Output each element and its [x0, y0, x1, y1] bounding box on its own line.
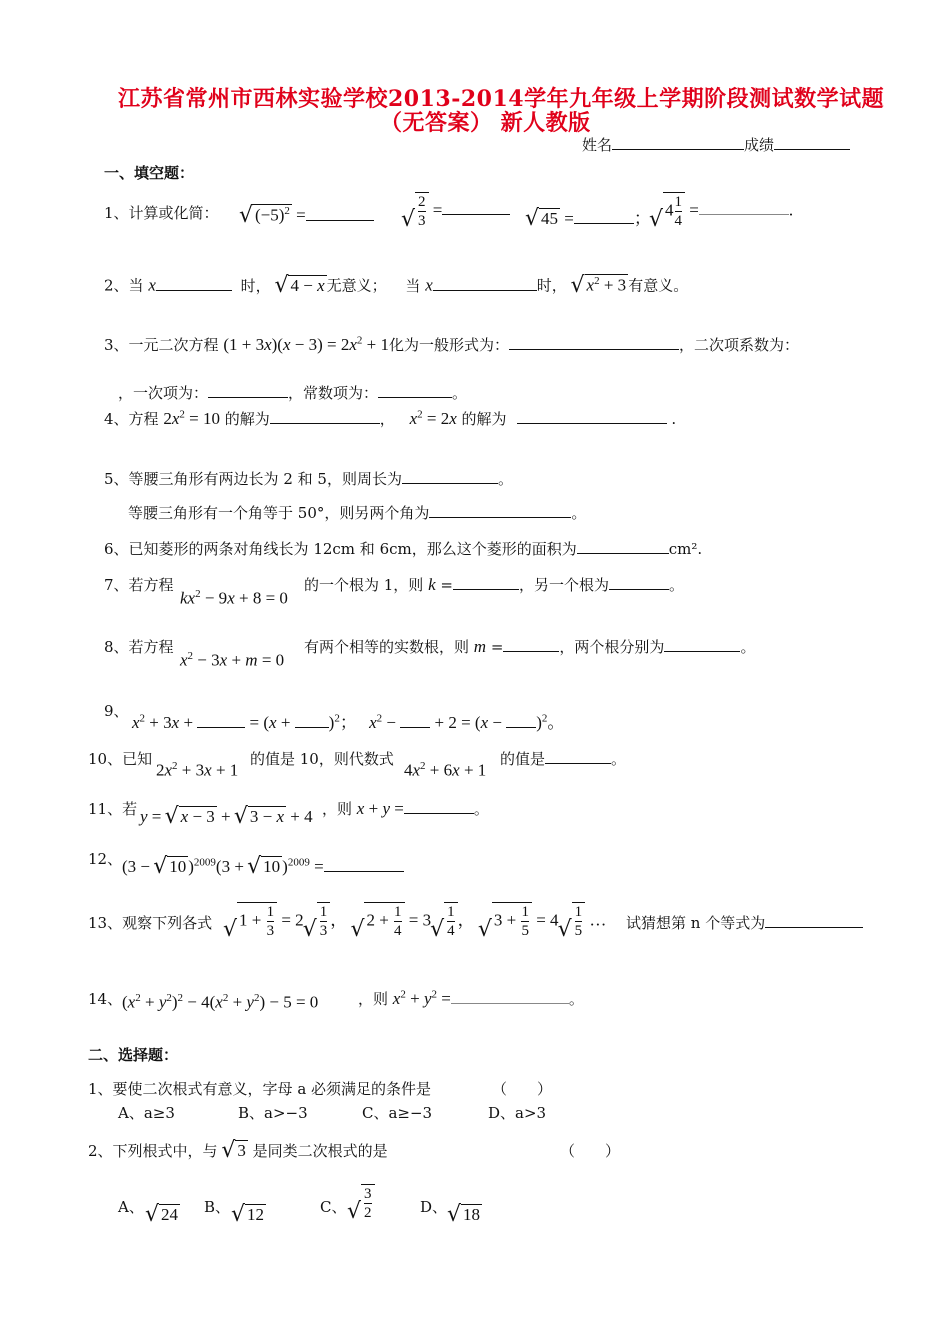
question-13-rest: 试猜想第 n 个等式为 — [626, 912, 863, 933]
q14-expr: $(x^2 + y^2)^2 - 4(x^2 + y^2) - 5 = 0$ — [122, 992, 319, 1012]
q1-expr-c: √ 45 = ； — [526, 204, 651, 229]
question-12: 12、 — [88, 850, 123, 868]
choice-1-option-b[interactable]: B、a>−3 — [238, 1104, 308, 1122]
choice-2-option-b[interactable]: B、 — [204, 1198, 231, 1216]
section-heading-multiple-choice: 二、选择题： — [88, 1046, 179, 1064]
question-7: 7、若方程 — [104, 576, 174, 594]
name-blank[interactable] — [612, 135, 744, 150]
choice-2-option-b-expr: √ 12 — [232, 1204, 266, 1225]
question-1 — [104, 202, 219, 223]
page-title: 江苏省常州市西林实验学校2013-2014学年九年级上学期阶段测试数学试题 — [118, 86, 885, 112]
q1-expr-d: √ 4 $\frac{1}{4}$ = . — [650, 192, 793, 230]
question-10: 10、已知 — [88, 750, 153, 768]
choice-1-option-a[interactable]: A、a≥3 — [118, 1104, 175, 1122]
choice-2-option-d-expr: √ 18 — [448, 1204, 482, 1225]
choice-1-option-d[interactable]: D、a>3 — [488, 1104, 547, 1122]
question-9: 9、 — [104, 702, 129, 720]
choice-question-2: 2、下列根式中，与 √ 3 是同类二次根式的是 — [88, 1140, 388, 1161]
question-8-rest: 有两个相等的实数根，则 m = ，两个根分别为 。 — [304, 637, 756, 656]
question-text: 计算或化简： — [128, 204, 219, 222]
q8-equation: $x^2 - 3x + m = 0$ — [180, 650, 285, 670]
q10-expr-b: $4x^2 + 6x + 1$ — [404, 760, 487, 780]
question-10-rest: 的值是 10，则代数式 — [250, 750, 394, 768]
question-4: 4、方程 $2x^2 = 10$ 的解为 ， $x^2 = 2x$ 的解为 . — [104, 408, 677, 428]
choice-2-option-c[interactable]: C、 — [320, 1198, 347, 1216]
question-14: 14、 — [88, 990, 123, 1008]
question-3: 3、一元二次方程 $(1 + 3x)(x - 3) = 2x^2 + 1$化为一般形式为： ，二次项系数为： — [104, 334, 800, 354]
choice-question-1-paren[interactable]: （ ） — [492, 1080, 553, 1098]
question-10-end: 的值是 。 — [500, 750, 627, 768]
q9-expr: $x^2 + 3x$ + = $(x + )^2$； $x^2$ − + $2 = (x - )^2$。 — [132, 712, 565, 732]
q10-expr-a: $2x^2 + 3x + 1$ — [156, 760, 239, 780]
name-label: 姓名 — [582, 136, 613, 154]
choice-2-option-c-expr: √ $\frac{3}{2}$ — [348, 1184, 375, 1222]
question-8: 8、若方程 — [104, 638, 174, 656]
question-5-part-2: 等腰三角形有一个角等于 50°，则另两个角为 。 — [128, 504, 587, 522]
score-label: 成绩 — [744, 136, 775, 154]
choice-2-option-d[interactable]: D、 — [420, 1198, 448, 1216]
choice-1-option-c[interactable]: C、a≥−3 — [362, 1104, 433, 1122]
choice-2-option-a-expr: √ 24 — [146, 1204, 180, 1225]
section-heading-fill-in: 一、填空题： — [104, 164, 195, 182]
question-13: 13、观察下列各式 — [88, 914, 213, 932]
question-14-rest: ，则 $x^2 + y^2$ = 。 — [358, 988, 584, 1008]
question-number: 1、 — [104, 204, 129, 222]
q13-expr: √ 1 + $\frac{1}{3}$ = 2 √ $\frac{1}{3}$ ， √ 2 + $\frac{1}{4}$ = 3 √ $\frac{1}{4}$ ， √ 3 + $\frac{1}{5}$ = 4 √ $\frac{1}{5}$ … — [224, 902, 606, 940]
q12-expr: (3 − √ 10 )$^{2009}$(3 + √ 10 )$^{2009}$ = — [122, 856, 404, 877]
question-7-rest: 的一个根为 1，则 k = ，另一个根为 。 — [304, 575, 685, 594]
q1-expr-b: √ $\frac{2}{3}$ = — [402, 192, 510, 230]
question-11: 11、若 — [88, 800, 138, 818]
question-6: 6、已知菱形的两条对角线长为 12cm 和 6cm，那么这个菱形的面积为 cm². — [104, 540, 703, 558]
choice-2-option-a[interactable]: A、 — [118, 1198, 144, 1216]
name-score-row — [582, 134, 850, 155]
score-blank[interactable] — [774, 135, 850, 150]
q11-expr: y = √ x − 3 + √ 3 − x + 4 — [140, 806, 313, 827]
question-2: 2、当 x 时， √ 4 − x 无意义； 当 x 时， √ $x^2 + 3$ 有意义。 — [104, 274, 688, 296]
page-subtitle: （无答案） 新人教版 — [380, 110, 591, 136]
question-11-rest: ，则 x + y = 。 — [322, 799, 489, 818]
choice-question-1: 1、要使二次根式有意义，字母 a 必须满足的条件是 — [88, 1080, 432, 1098]
question-3-continued: ，一次项为： ，常数项为： 。 — [118, 384, 468, 402]
question-5: 5、等腰三角形有两边长为 2 和 5，则周长为 。 — [104, 470, 513, 488]
q1-expr-a: √ $(-5)^2$ = — [240, 204, 374, 226]
q7-equation: $kx^2 - 9x + 8 = 0$ — [180, 588, 288, 608]
choice-question-2-paren[interactable]: （ ） — [560, 1142, 621, 1160]
